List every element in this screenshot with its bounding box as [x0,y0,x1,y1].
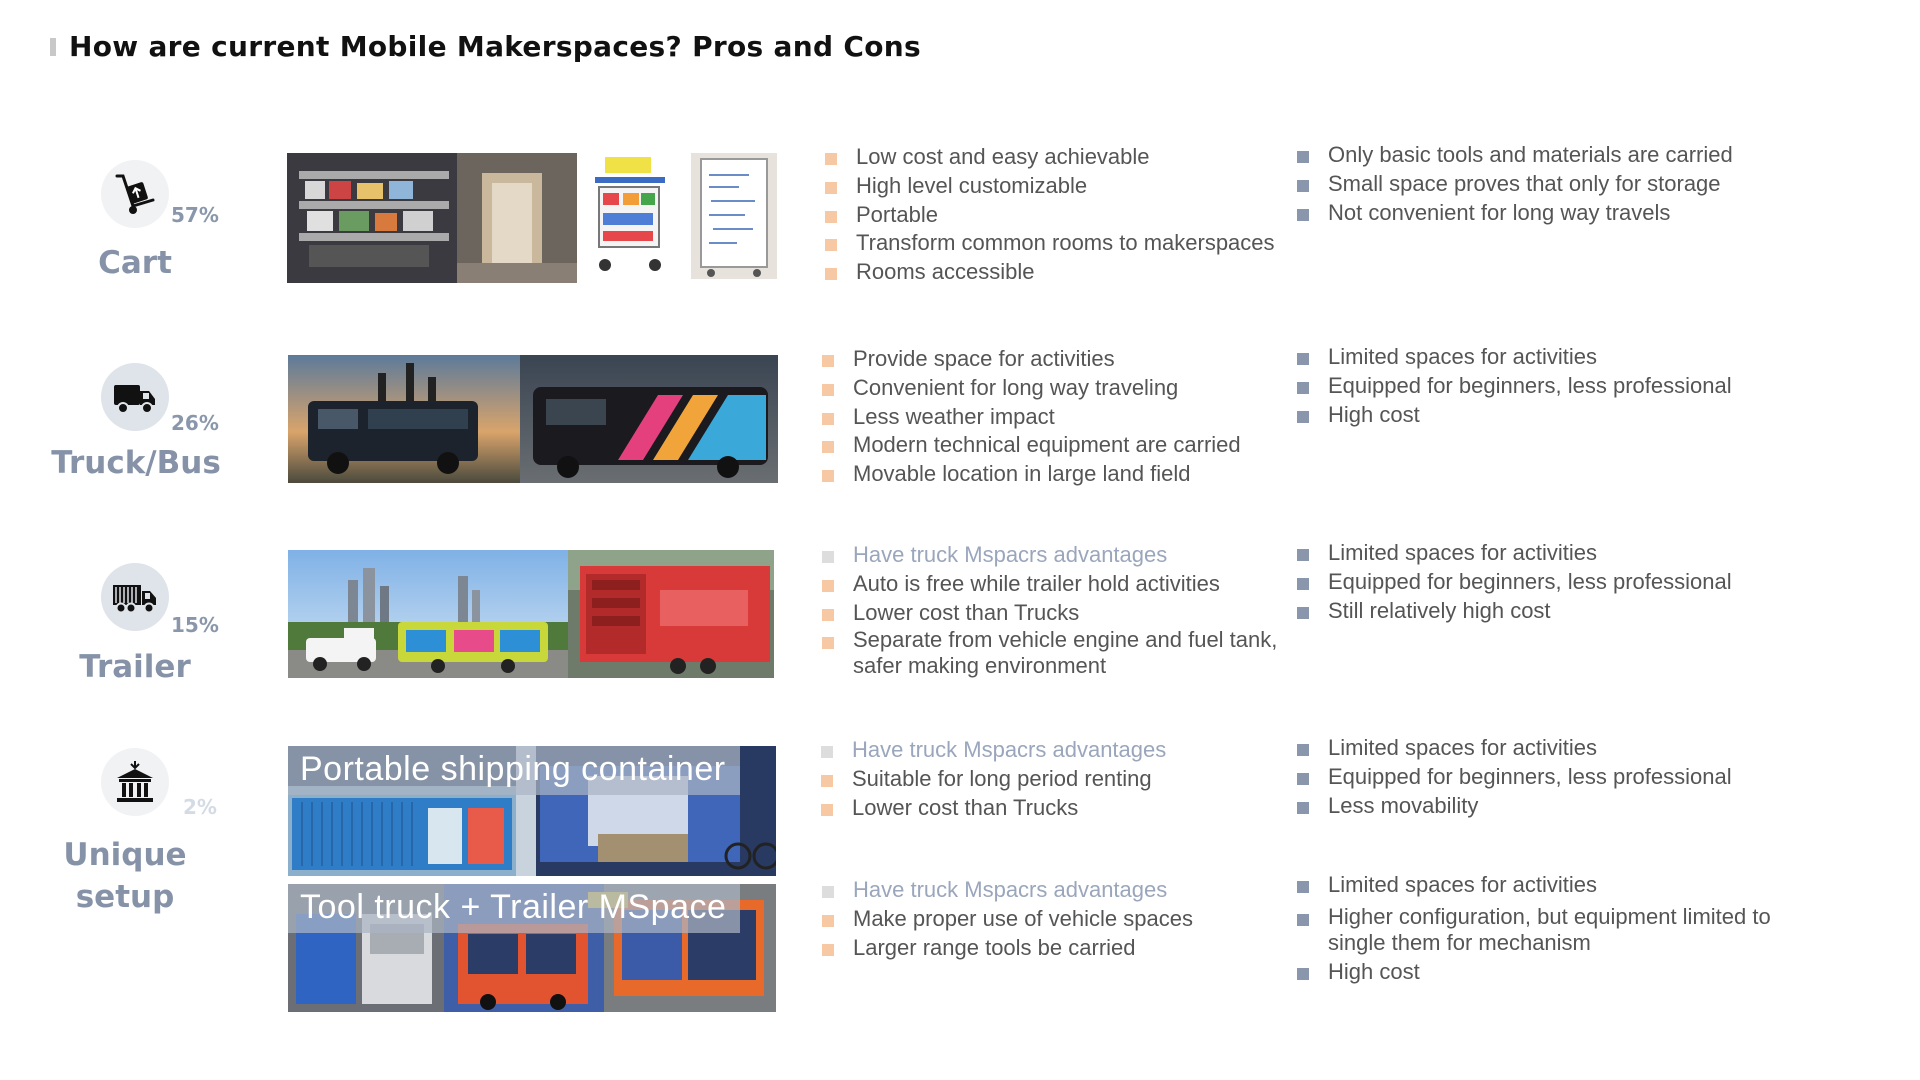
pro-item-muted: Have truck Mspacrs advantages [822,876,1292,905]
truck-pros-list [822,345,1292,489]
truck-bus-photos [288,355,778,483]
container-cons-list [1297,734,1817,820]
con-item: Limited spaces for activities [1297,734,1817,763]
percent-label: 2% [183,795,217,819]
tool-truck-cons-list [1297,871,1817,987]
pro-item: Movable location in large land field [822,460,1292,489]
pro-item: Make proper use of vehicle spaces [822,905,1292,934]
cart-photo-stem [583,153,677,279]
title-accent-bar [50,38,56,56]
category-label: Unique setup [63,837,187,915]
con-item: Equipped for beginners, less professional [1297,372,1817,401]
trailer-photos [288,550,774,678]
con-item: Less movability [1297,792,1817,821]
con-item: Still relatively high cost [1297,597,1817,626]
percent-label: 15% [171,613,219,637]
trailer-cons-list [1297,539,1817,625]
building-crane-icon [101,748,169,816]
trailer-truck-icon [101,563,169,631]
tool-truck-label: Tool truck + Trailer MSpace [288,884,740,933]
pro-item: Transform common rooms to makerspaces [825,229,1295,258]
pro-item: Less weather impact [822,403,1292,432]
percent-label: 26% [171,411,219,435]
category-label: Cart [98,245,172,281]
pro-item: Portable [825,201,1295,230]
pro-item: Suitable for long period renting [821,765,1291,794]
page-title: How are current Mobile Makerspaces? Pros and Cons [69,30,921,63]
truck-icon [101,363,169,431]
con-item: High cost [1297,958,1817,987]
con-item: High cost [1297,401,1817,430]
pro-item: Lower cost than Trucks [822,599,1292,628]
pro-item: Convenient for long way traveling [822,374,1292,403]
con-item: Equipped for beginners, less professional [1297,568,1817,597]
trailer-pros-list [822,541,1292,681]
pro-item: Rooms accessible [825,258,1295,287]
con-item: Equipped for beginners, less professional [1297,763,1817,792]
pro-item: Auto is free while trailer hold activities [822,570,1292,599]
pro-item: Modern technical equipment are carried [822,431,1292,460]
cart-photo-shelves [287,153,577,283]
con-item: Higher configuration, but equipment limited to single them for mechanism [1297,904,1798,956]
truck-cons-list [1297,343,1817,429]
percent-label: 57% [171,203,219,227]
con-item: Limited spaces for activities [1297,539,1817,568]
con-item: Small space proves that only for storage [1297,170,1817,199]
pro-item: Separate from vehicle engine and fuel tank, safer making environment [822,627,1283,679]
pro-item: Larger range tools be carried [822,934,1292,963]
tool-truck-photos [288,884,776,1012]
shipping-container-label: Portable shipping container [288,746,740,795]
pro-item: Low cost and easy achievable [825,143,1295,172]
shipping-container-photos [288,746,776,876]
con-item: Not convenient for long way travels [1297,199,1817,228]
container-pros-list [821,736,1291,822]
pro-item: Lower cost than Trucks [821,794,1291,823]
tool-truck-pros-list [822,876,1292,962]
cart-cons-list [1297,141,1817,227]
cart-pros-list [825,143,1295,287]
pro-item-muted: Have truck Mspacrs advantages [822,541,1292,570]
con-item: Only basic tools and materials are carried [1297,141,1817,170]
cart-photo-whiteboard [691,153,777,279]
con-item: Limited spaces for activities [1297,871,1817,900]
pro-item: Provide space for activities [822,345,1292,374]
pro-item-muted: Have truck Mspacrs advantages [821,736,1291,765]
category-label: Trailer [79,649,191,685]
hand-truck-icon [101,160,169,228]
category-label: Truck/Bus [51,445,221,481]
pro-item: High level customizable [825,172,1295,201]
con-item: Limited spaces for activities [1297,343,1817,372]
